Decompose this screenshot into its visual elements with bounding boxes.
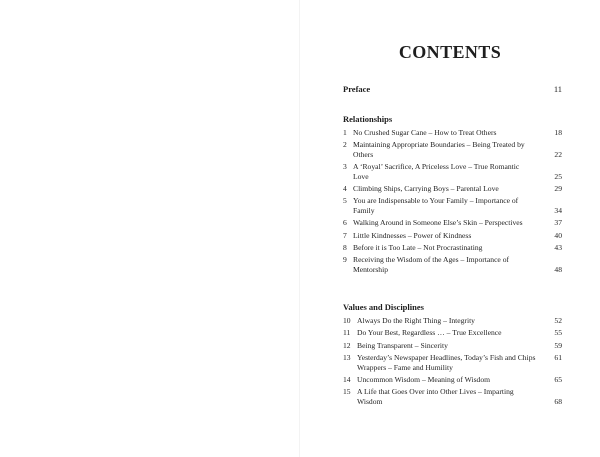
entry-title: Little Kindnesses – Power of Kindness (353, 230, 472, 240)
entry-page-number: 34 (554, 205, 562, 215)
entry-number: 14 (343, 375, 351, 385)
page-gutter (299, 0, 300, 457)
section-values-and-disciplines (343, 302, 562, 409)
entry-page-number: 52 (554, 316, 562, 325)
entry-number: 4 (343, 184, 347, 194)
entry-page-number: 18 (554, 128, 562, 137)
entry-number: 1 (343, 128, 347, 137)
toc-entry (343, 218, 562, 227)
entry-number: 3 (343, 162, 347, 172)
toc-entry (343, 341, 562, 350)
toc-entry (343, 162, 562, 181)
preface-entry (343, 84, 562, 94)
entry-number: 10 (343, 316, 351, 325)
entry-page-number: 29 (554, 184, 562, 194)
toc-entry (343, 328, 562, 337)
toc-entry (343, 243, 562, 252)
entry-number: 8 (343, 243, 347, 253)
entry-page-number: 55 (554, 328, 562, 338)
entry-title: Do Your Best, Regardless … – True Excellence (357, 328, 502, 338)
entry-page-number: 40 (554, 230, 562, 240)
entry-title: Before it is Too Late – Not Procrastinating (353, 243, 483, 253)
toc-entry (343, 231, 562, 240)
entry-number: 9 (343, 255, 347, 265)
entry-title: A Life that Goes Over into Other Lives – Imparting Wisdom (357, 387, 514, 406)
entry-title: A ‘Royal’ Sacrifice, A Priceless Love – True Romantic Love (353, 162, 520, 181)
entry-number: 5 (343, 196, 347, 206)
toc-entry (343, 353, 562, 372)
entry-title: No Crushed Sugar Cane – How to Treat Others (353, 128, 497, 137)
entry-number: 11 (343, 328, 351, 338)
entry-title: Walking Around in Someone Else’s Skin – Perspectives (353, 218, 523, 228)
toc-entry (343, 387, 562, 406)
entry-number: 12 (343, 340, 351, 350)
entry-page-number: 43 (554, 243, 562, 253)
entry-page-number: 22 (554, 149, 562, 159)
toc-entry (343, 316, 562, 325)
entry-number: 2 (343, 140, 347, 150)
entry-number: 6 (343, 218, 347, 228)
entry-number: 7 (343, 230, 347, 240)
toc-entry (343, 375, 562, 384)
toc-entry (343, 196, 562, 215)
contents-title: CONTENTS (398, 42, 502, 62)
preface-label: Preface (343, 84, 371, 94)
entry-page-number: 37 (554, 218, 562, 228)
section-heading: Relationships (343, 114, 393, 124)
contents-page (338, 0, 562, 457)
preface-page-number: 11 (553, 84, 562, 94)
toc-entry (343, 255, 562, 274)
entry-page-number: 65 (554, 375, 562, 385)
entry-title: Being Transparent – Sincerity (357, 340, 448, 350)
entry-title: Maintaining Appropriate Boundaries – Being Treated by Others (353, 140, 525, 159)
section-heading: Values and Disciplines (343, 302, 424, 312)
entry-page-number: 48 (554, 264, 562, 274)
entry-title: You are Indispensable to Your Family – Importance of Family (353, 196, 519, 215)
entry-title: Receiving the Wisdom of the Ages – Importance of Mentorship (353, 255, 510, 274)
section-relationships (343, 114, 562, 277)
entry-title: Yesterday’s Newspaper Headlines, Today’s Fish and Chips Wrappers – Fame and Humility (357, 353, 536, 372)
entry-page-number: 61 (554, 353, 562, 363)
toc-entry (343, 184, 562, 193)
entry-page-number: 68 (554, 396, 562, 406)
entry-number: 13 (343, 353, 351, 363)
toc-entry (343, 128, 562, 137)
entry-title: Climbing Ships, Carrying Boys – Parental Love (353, 184, 499, 194)
entry-title: Uncommon Wisdom – Meaning of Wisdom (357, 375, 491, 385)
entry-number: 15 (343, 387, 351, 397)
entry-page-number: 59 (554, 340, 562, 350)
toc-entry (343, 140, 562, 159)
entry-page-number: 25 (554, 171, 562, 181)
entry-title: Always Do the Right Thing – Integrity (357, 316, 475, 325)
